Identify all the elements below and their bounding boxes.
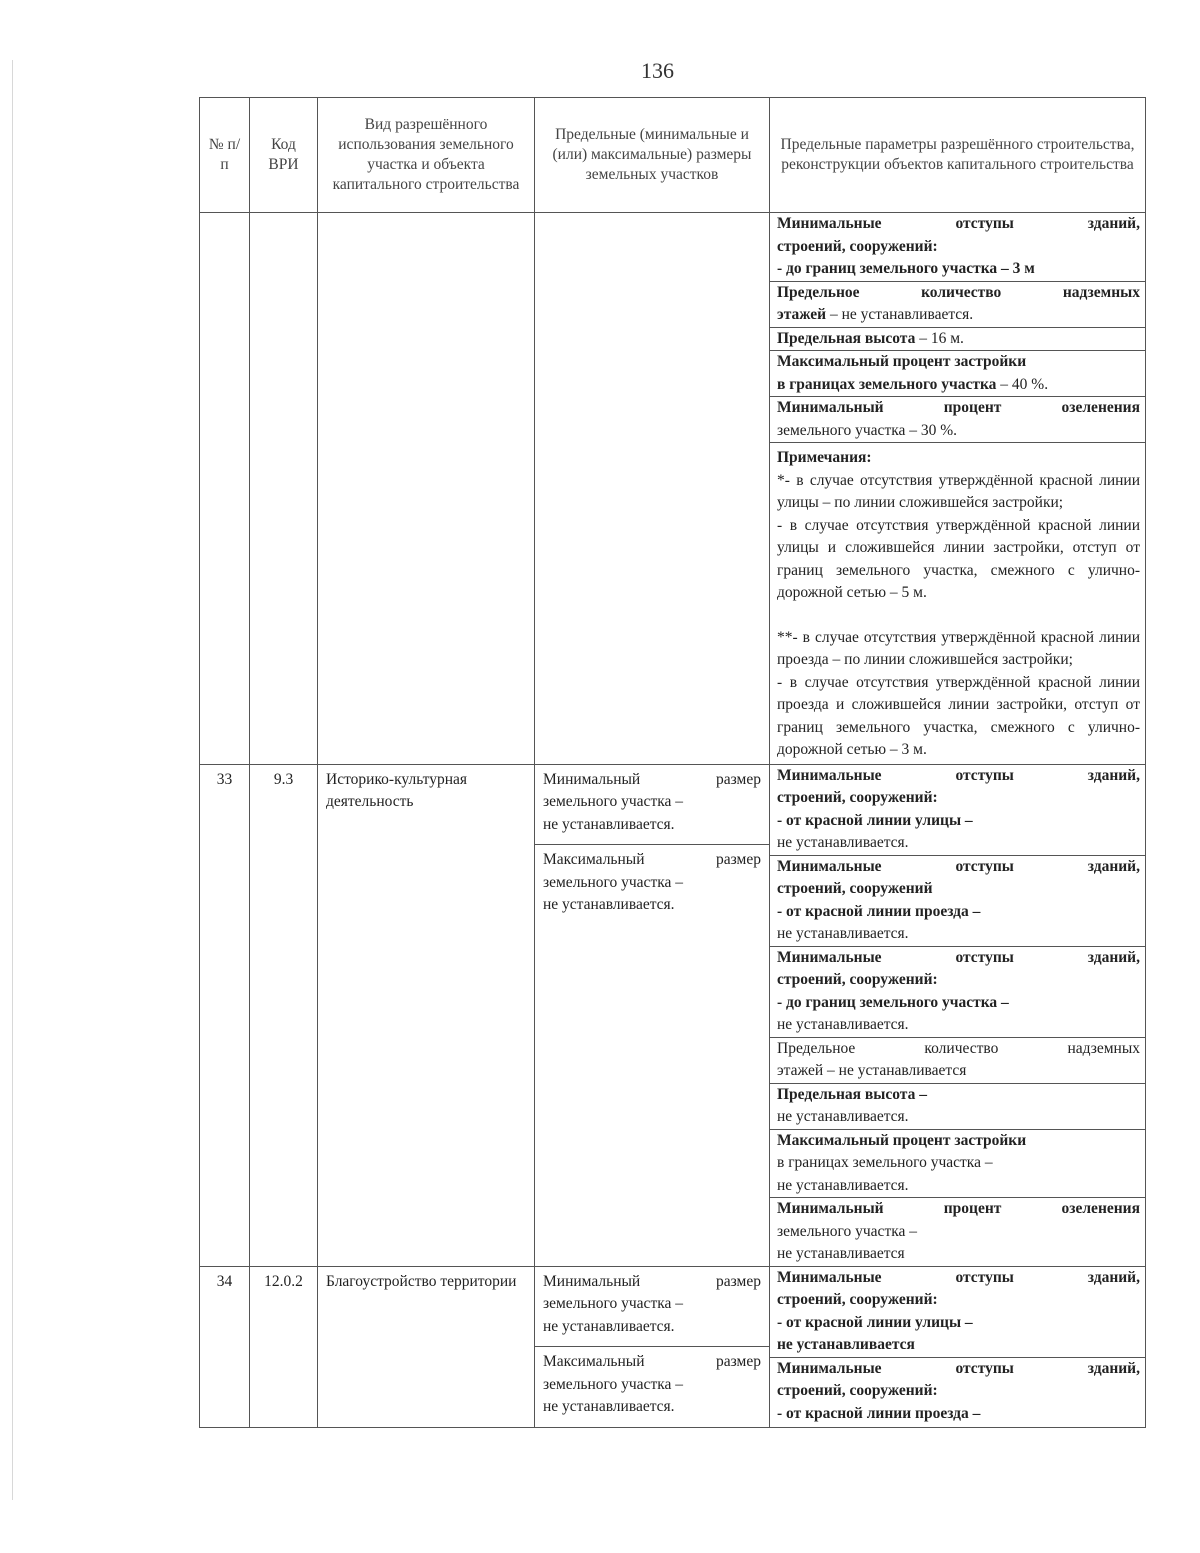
size-max-block: Максимальный размер земельного участка – не устанавливается. <box>543 1353 761 1415</box>
param-block-setback-driveway: Минимальные отступы зданий, строений, сооружений: - от красной линии проезда – <box>777 1359 1140 1422</box>
cell-params <box>770 1266 1146 1427</box>
param-block-notes <box>770 443 1145 764</box>
cell-num: 34 <box>200 1266 250 1427</box>
size-max-block: Максимальный размер земельного участка – не устанавливается. <box>543 851 761 913</box>
size-min-block: Минимальный размер земельного участка – не устанавливается. <box>535 1267 769 1348</box>
param-block-setback-boundary: Минимальные отступы зданий, строений, сооружений: - до границ земельного участка – не устанавливается. <box>770 947 1145 1038</box>
table-row-34 <box>200 1266 1146 1427</box>
param-block-greening: Минимальный процент озеленения земельного участка – 30 %. <box>770 397 1145 443</box>
cell-sizes <box>535 764 770 1266</box>
param-block-floors: Предельное количество надземных этажей – не устанавливается. <box>770 282 1145 328</box>
cell-use-type <box>318 213 535 765</box>
param-block-setback-street: Минимальные отступы зданий, строений, сооружений: - от красной линии улицы – не устанавливается. <box>770 765 1145 856</box>
header-use-type: Вид разрешённого использования земельного участка и объекта капитального строительства <box>318 98 535 213</box>
param-block-setback-driveway: Минимальные отступы зданий, строений, сооружений - от красной линии проезда – не устанавливается. <box>770 856 1145 947</box>
cell-params <box>770 213 1146 765</box>
land-use-table <box>199 97 1146 1428</box>
header-num: № п/п <box>200 98 250 213</box>
note-1: *- в случае отсутствия утверждённой красной линии улицы – по линии сложившейся застройки; <box>777 471 1140 511</box>
param-block-floors: Предельное количество надземных этажей – не устанавливается <box>770 1038 1145 1084</box>
cell-code: 12.0.2 <box>250 1266 318 1427</box>
param-block-max-coverage: Максимальный процент застройки в границах земельного участка – 40 %. <box>770 351 1145 397</box>
scan-edge-line <box>12 60 13 1500</box>
note-2: - в случае отсутствия утверждённой красной линии улицы и сложившейся линии застройки, отступ от границ земельного участка, смежного с улично-дорожной сетью – 5 м. <box>777 516 1140 601</box>
param-block-height: Предельная высота – 16 м. <box>770 328 1145 352</box>
param-block-max-coverage: Максимальный процент застройки в границах земельного участка – не устанавливается. <box>770 1130 1145 1199</box>
cell-code <box>250 213 318 765</box>
header-sizes: Предельные (минимальные и (или) максимальные) размеры земельных участков <box>535 98 770 213</box>
param-block-height: Предельная высота – не устанавливается. <box>770 1084 1145 1130</box>
param-block-greening: Минимальный процент озеленения земельного участка – не устанавливается <box>777 1200 1140 1262</box>
cell-code: 9.3 <box>250 764 318 1266</box>
cell-use-type: Благоустройство территории <box>318 1266 535 1427</box>
cell-use-type: Историко-культурная деятельность <box>318 764 535 1266</box>
cell-sizes <box>535 213 770 765</box>
param-block-setback-street: Минимальные отступы зданий, строений, сооружений: - от красной линии улицы – не устанавливается <box>770 1267 1145 1358</box>
size-min-block: Минимальный размер земельного участка – не устанавливается. <box>535 765 769 846</box>
cell-params <box>770 764 1146 1266</box>
note-4: - в случае отсутствия утверждённой красной линии проезда и сложившейся линии застройки, отступ от границ земельного участка, смежного с улично-дорожной сетью – 3 м. <box>777 673 1140 758</box>
table-header-row <box>200 98 1146 213</box>
notes-title: Примечания: <box>777 449 872 466</box>
table-row-continued <box>200 213 1146 765</box>
header-params: Предельные параметры разрешённого строительства, реконструкции объектов капитального строительства <box>770 98 1146 213</box>
cell-num <box>200 213 250 765</box>
note-3: **- в случае отсутствия утверждённой красной линии проезда – по линии сложившейся застройки; <box>777 628 1140 668</box>
header-code: Код ВРИ <box>250 98 318 213</box>
param-block-setbacks: Минимальные отступы зданий, строений, сооружений: - до границ земельного участка – 3 м <box>770 213 1145 282</box>
table-row-33 <box>200 764 1146 1266</box>
page-number: 136 <box>641 58 674 83</box>
cell-sizes <box>535 1266 770 1427</box>
cell-num: 33 <box>200 764 250 1266</box>
